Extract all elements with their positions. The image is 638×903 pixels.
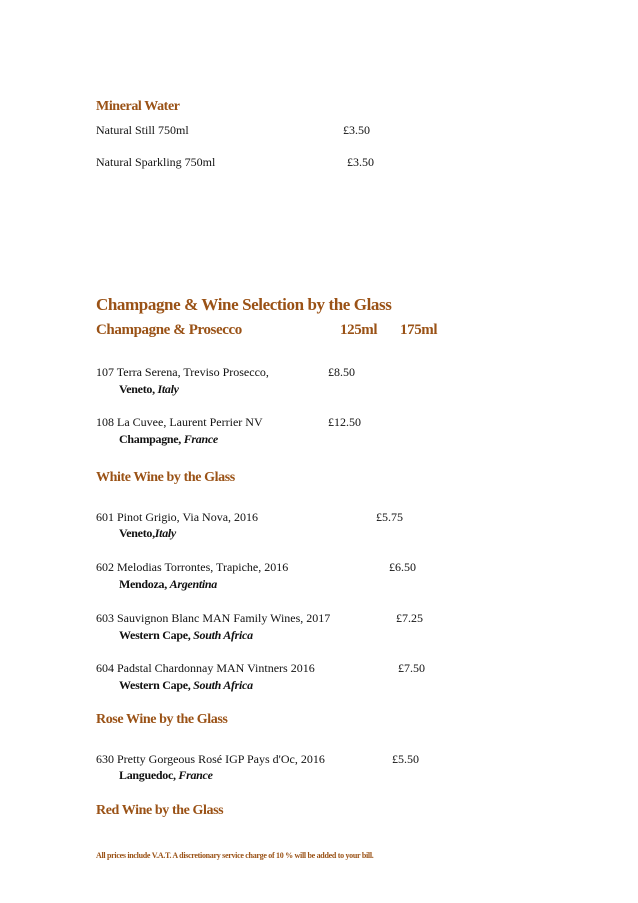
mineral-water-item-price: £3.50 <box>343 123 370 137</box>
wine-item-description: 601 Pinot Grigio, Via Nova, 2016 <box>96 510 259 524</box>
mineral-water-item-price: £3.50 <box>347 155 374 169</box>
wine-item-region: Languedoc, France <box>119 768 213 782</box>
wine-item-region: Western Cape, South Africa <box>119 678 253 692</box>
column-175ml: 175ml <box>400 322 438 338</box>
wine-item-region: Western Cape, South Africa <box>119 628 253 642</box>
wine-item-price: £6.50 <box>389 560 416 574</box>
price-footnote: All prices include V.A.T. A discretionary service charge of 10 % will be added to your bill. <box>96 851 374 860</box>
wine-item-region: Veneto,Italy <box>119 526 176 540</box>
white-wine-heading: White Wine by the Glass <box>96 470 235 485</box>
column-125ml: 125ml <box>340 322 378 338</box>
champagne-heading: Champagne & Prosecco <box>96 322 242 338</box>
wine-item-price: £5.75 <box>376 510 403 524</box>
wine-item-region: Champagne, France <box>119 432 218 446</box>
red-wine-heading: Red Wine by the Glass <box>96 803 224 818</box>
wine-item-price: £7.25 <box>396 611 423 625</box>
wine-item-region: Mendoza, Argentina <box>119 577 217 591</box>
rose-wine-heading: Rose Wine by the Glass <box>96 712 228 727</box>
wine-item-price: £7.50 <box>398 661 425 675</box>
mineral-water-item-name: Natural Still 750ml <box>96 123 189 137</box>
wine-item-description: 108 La Cuvee, Laurent Perrier NV <box>96 415 263 429</box>
wine-item-price: £8.50 <box>328 365 355 379</box>
wine-item-price: £5.50 <box>392 752 419 766</box>
mineral-water-item-name: Natural Sparkling 750ml <box>96 155 216 169</box>
wine-item-region: Veneto, Italy <box>119 382 179 396</box>
wine-item-price: £12.50 <box>328 415 361 429</box>
wine-item-description: 107 Terra Serena, Treviso Prosecco, <box>96 365 269 379</box>
wine-item-description: 603 Sauvignon Blanc MAN Family Wines, 2017 <box>96 611 331 625</box>
wine-item-description: 604 Padstal Chardonnay MAN Vintners 2016 <box>96 661 315 675</box>
by-glass-heading: Champagne & Wine Selection by the Glass <box>96 295 392 314</box>
wine-item-description: 630 Pretty Gorgeous Rosé IGP Pays d'Oc, 2016 <box>96 752 325 766</box>
wine-item-description: 602 Melodias Torrontes, Trapiche, 2016 <box>96 560 289 574</box>
mineral-water-heading: Mineral Water <box>96 99 180 114</box>
